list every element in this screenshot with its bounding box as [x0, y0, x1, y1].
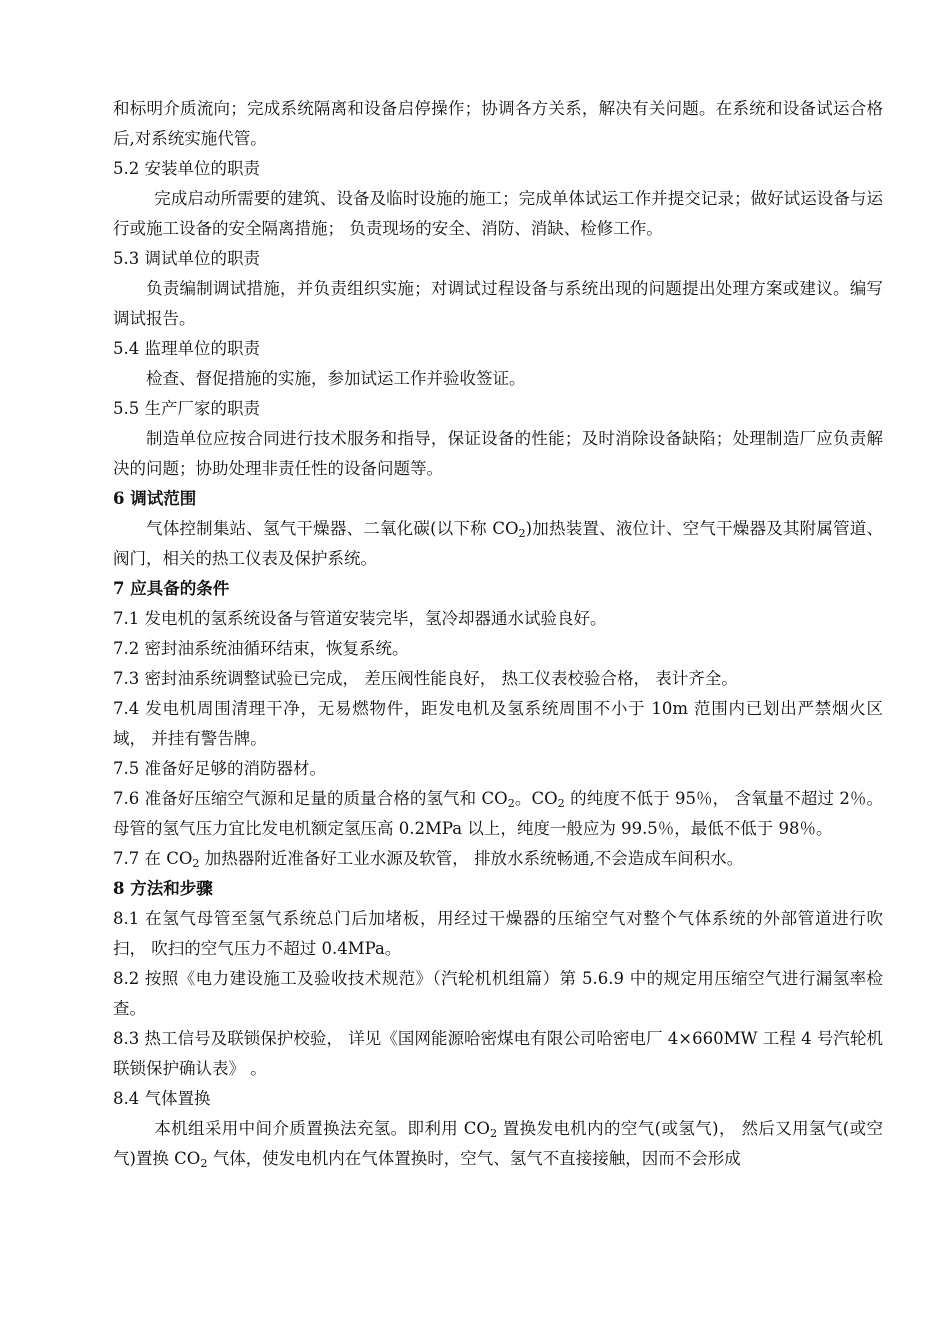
paragraph-7-6-text-c: 的纯度不低于 95％， 含氧量不超过 2％。母管的氢气压力宜比发电机额定氢压高 0.2MPa 以上，纯度一般应为 99.5％，最低不低于 98％。: [113, 789, 883, 838]
paragraph-6-text-b: )加热装置、液位计、空气干燥器及其附属管道、阀门，相关的热工仪表及保护系统。: [113, 519, 883, 568]
paragraph-8-4: [113, 1114, 883, 1174]
paragraph-6: [113, 514, 883, 574]
heading-5-5: 5.5 生产厂家的职责: [113, 399, 260, 418]
paragraph-8-4-text-a: 本机组采用中间介质置换法充氢。即利用 CO: [154, 1119, 490, 1138]
paragraph-5-3: 负责编制调试措施，并负责组织实施；对调试过程设备与系统出现的问题提出处理方案或建议。编写调试报告。: [113, 279, 883, 328]
paragraph-7-7-text-a: 7.7 在 CO: [113, 849, 193, 868]
paragraph-8-3: 8.3 热工信号及联锁保护校验， 详见《国网能源哈密煤电有限公司哈密电厂 4×660MW 工程 4 号汽轮机联锁保护确认表》 。: [113, 1029, 883, 1078]
section-heading-6: 6 调试范围: [113, 489, 197, 508]
subscript-2: 2: [192, 856, 200, 870]
paragraph-7-6-text-a: 7.6 准备好压缩空气源和足量的质量合格的氢气和 CO: [113, 789, 508, 808]
paragraph-5-2: 完成启动所需要的建筑、设备及临时设施的施工；完成单体试运工作并提交记录；做好试运设备与运行或施工设备的安全隔离措施； 负责现场的安全、消防、消缺、检修工作。: [113, 189, 883, 238]
heading-5-2: 5.2 安装单位的职责: [113, 159, 260, 178]
section-heading-7: 7 应具备的条件: [113, 579, 230, 598]
paragraph-7-1: 7.1 发电机的氢系统设备与管道安装完毕，氢冷却器通水试验良好。: [113, 609, 607, 628]
paragraph-7-4: 7.4 发电机周围清理干净，无易燃物件，距发电机及氢系统周围不小于 10m 范围内已划出严禁烟火区域， 并挂有警告牌。: [113, 699, 883, 748]
paragraph-7-3: 7.3 密封油系统调整试验已完成， 差压阀性能良好， 热工仪表校验合格， 表计齐全。: [113, 669, 738, 688]
paragraph-7-5: 7.5 准备好足够的消防器材。: [113, 759, 326, 778]
paragraph-7-6: [113, 784, 883, 844]
paragraph-7-7-text-b: 加热器附近准备好工业水源及软管， 排放水系统畅通,不会造成车间积水。: [199, 849, 744, 868]
paragraph-continuation: 和标明介质流向；完成系统隔离和设备启停操作；协调各方关系，解决有关问题。在系统和设备试运合格后,对系统实施代管。: [113, 99, 883, 148]
heading-5-3: 5.3 调试单位的职责: [113, 249, 260, 268]
subscript-2: 2: [507, 796, 515, 810]
paragraph-7-2: 7.2 密封油系统油循环结束，恢复系统。: [113, 639, 409, 658]
document-body: [113, 94, 883, 1174]
paragraph-8-4-text-b: 置换发电机内的空气(或氢气)， 然后又用氢气(或空气)置换 CO: [113, 1119, 883, 1168]
paragraph-5-5: 制造单位应按合同进行技术服务和指导，保证设备的性能；及时消除设备缺陷；处理制造厂应负责解决的问题；协助处理非责任性的设备问题等。: [113, 429, 883, 478]
paragraph-8-1: 8.1 在氢气母管至氢气系统总门后加堵板，用经过干燥器的压缩空气对整个气体系统的外部管道进行吹扫， 吹扫的空气压力不超过 0.4MPa。: [113, 909, 883, 958]
subscript-2: 2: [557, 796, 565, 810]
subscript-2: 2: [489, 1126, 498, 1140]
paragraph-5-4: 检查、督促措施的实施，参加试运工作并验收签证。: [146, 369, 526, 388]
subscript-2: 2: [518, 526, 526, 540]
paragraph-7-7: [113, 844, 883, 874]
paragraph-6-text-a: 气体控制集站、氢气干燥器、二氧化碳(以下称 CO: [146, 519, 519, 538]
paragraph-8-4-text-c: 气体，使发电机内在气体置换时，空气、氢气不直接接触，因而不会形成: [207, 1149, 741, 1168]
heading-5-4: 5.4 监理单位的职责: [113, 339, 260, 358]
subscript-2: 2: [200, 1156, 208, 1170]
paragraph-8-2: 8.2 按照《电力建设施工及验收技术规范》（汽轮机机组篇）第 5.6.9 中的规定用压缩空气进行漏氢率检查。: [113, 969, 883, 1018]
section-heading-8: 8 方法和步骤: [113, 879, 213, 898]
paragraph-7-6-text-b: 。CO: [514, 789, 558, 808]
heading-8-4: 8.4 气体置换: [113, 1089, 211, 1108]
